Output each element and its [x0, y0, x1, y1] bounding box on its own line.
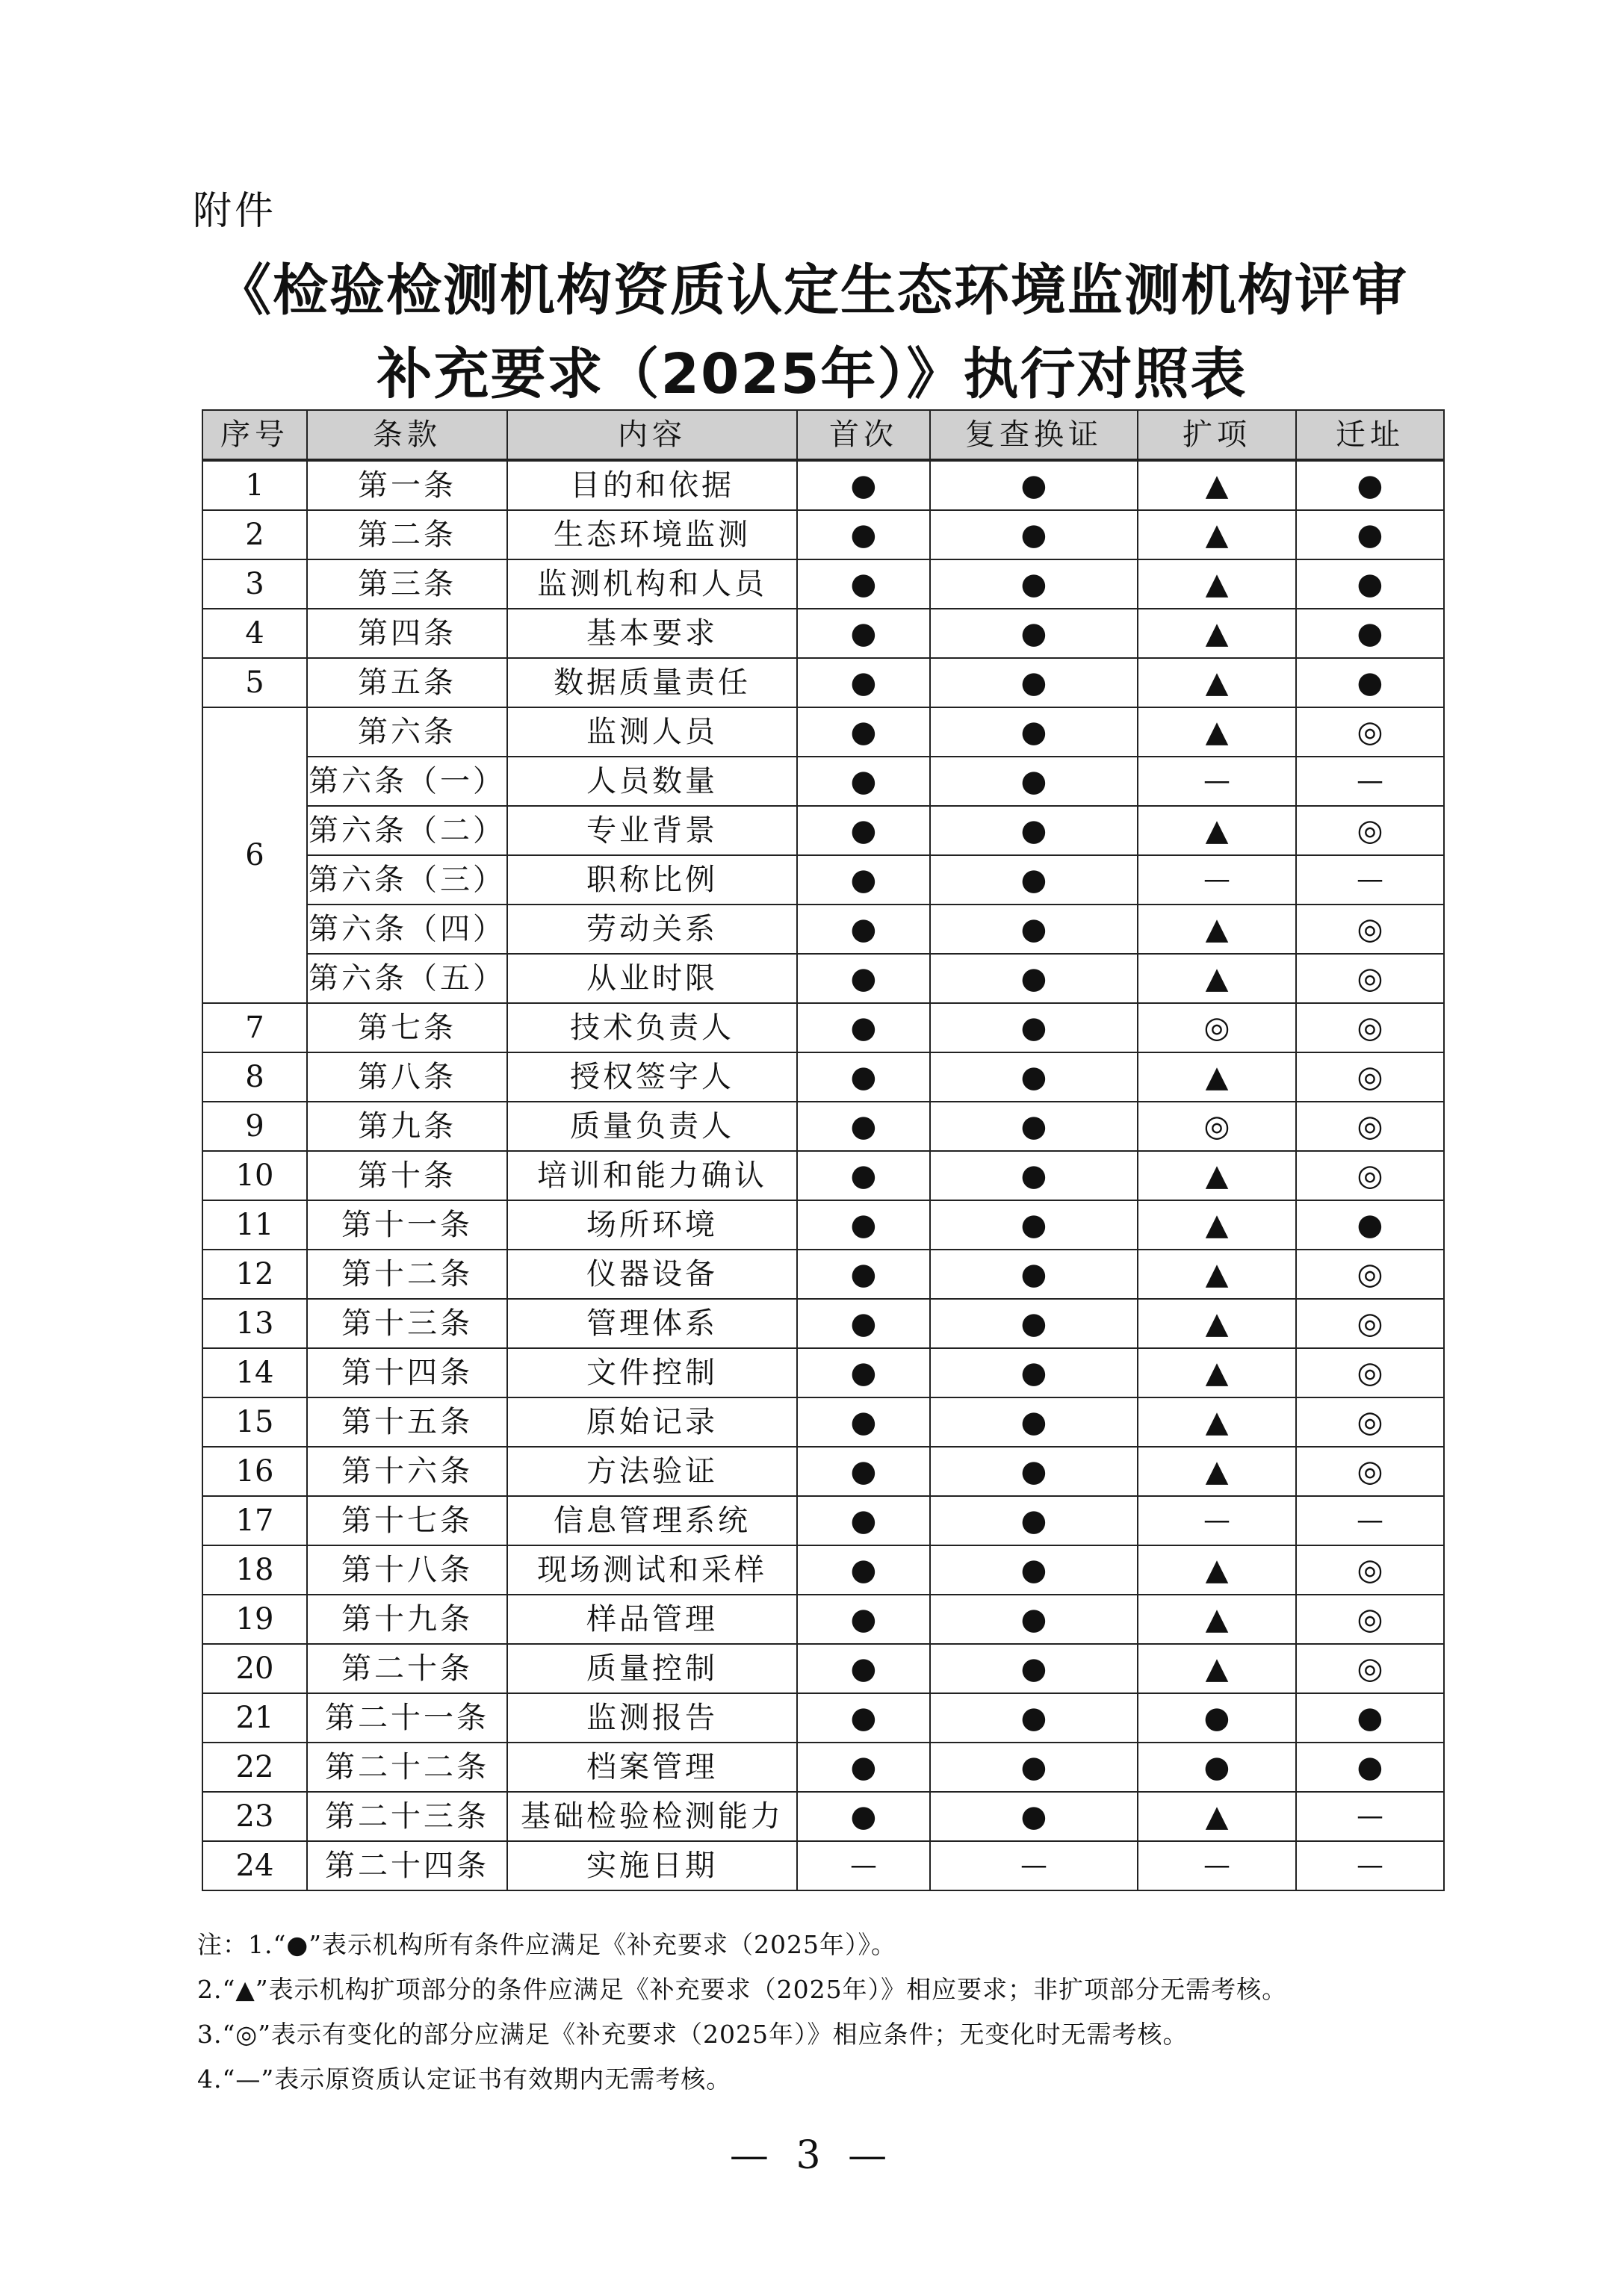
- clause-cell: 第二十三条: [307, 1792, 507, 1841]
- content-cell: 专业背景: [507, 806, 797, 855]
- row-number-cell: 10: [202, 1151, 307, 1200]
- row-number-cell: 19: [202, 1595, 307, 1644]
- mark-cell: ●: [797, 1250, 930, 1299]
- mark-cell: ●: [797, 1299, 930, 1348]
- row-number-cell: 2: [202, 510, 307, 559]
- mark-cell: ●: [1296, 1693, 1444, 1743]
- content-cell: 样品管理: [507, 1595, 797, 1644]
- mark-cell: ●: [797, 1447, 930, 1496]
- clause-cell: 第十九条: [307, 1595, 507, 1644]
- table-row: [202, 1299, 1444, 1348]
- table-row: [202, 757, 1444, 806]
- mark-cell: ▲: [1138, 658, 1296, 707]
- row-number-cell: 4: [202, 609, 307, 658]
- table-row: [202, 1003, 1444, 1052]
- mark-cell: ●: [797, 658, 930, 707]
- table-row: [202, 707, 1444, 757]
- clause-cell: 第十条: [307, 1151, 507, 1200]
- mark-cell: ▲: [1138, 1200, 1296, 1250]
- table-row: [202, 609, 1444, 658]
- mark-cell: ●: [930, 1545, 1138, 1595]
- table-row: [202, 460, 1444, 510]
- mark-cell: ●: [930, 1792, 1138, 1841]
- note-line: 2.“▲”表示机构扩项部分的条件应满足《补充要求（2025年）》相应要求；非扩项部分无需考核。: [197, 1975, 1288, 2004]
- mark-cell: ●: [1138, 1743, 1296, 1792]
- row-number-cell: 18: [202, 1545, 307, 1595]
- content-cell: 培训和能力确认: [507, 1151, 797, 1200]
- row-number-cell: 20: [202, 1644, 307, 1693]
- clause-cell: 第十四条: [307, 1348, 507, 1397]
- row-number-cell: 5: [202, 658, 307, 707]
- mark-cell: ▲: [1138, 905, 1296, 954]
- clause-cell: 第六条（五）: [307, 954, 507, 1003]
- mark-cell: ●: [930, 954, 1138, 1003]
- table-header-row: [202, 410, 1444, 460]
- content-cell: 档案管理: [507, 1743, 797, 1792]
- mark-cell: ●: [930, 1102, 1138, 1151]
- clause-cell: 第五条: [307, 658, 507, 707]
- row-number-cell: 9: [202, 1102, 307, 1151]
- mark-cell: ●: [930, 1447, 1138, 1496]
- mark-cell: ◎: [1296, 1052, 1444, 1102]
- mark-cell: ●: [930, 1250, 1138, 1299]
- clause-cell: 第十三条: [307, 1299, 507, 1348]
- header-cell: 首次: [797, 410, 930, 460]
- mark-cell: ▲: [1138, 1545, 1296, 1595]
- mark-cell: ◎: [1296, 1397, 1444, 1447]
- mark-cell: ●: [797, 1693, 930, 1743]
- mark-cell: ◎: [1296, 1299, 1444, 1348]
- table-row: [202, 1792, 1444, 1841]
- mark-cell: ●: [930, 559, 1138, 609]
- mark-cell: ●: [930, 1299, 1138, 1348]
- table-row: [202, 1151, 1444, 1200]
- mark-cell: ●: [1296, 460, 1444, 510]
- note-line: 4.“—”表示原资质认定证书有效期内无需考核。: [197, 2064, 732, 2094]
- table-row: [202, 1200, 1444, 1250]
- mark-cell: ▲: [1138, 1299, 1296, 1348]
- mark-cell: ●: [797, 1151, 930, 1200]
- table-row: [202, 1348, 1444, 1397]
- note-line: 3.“◎”表示有变化的部分应满足《补充要求（2025年）》相应条件；无变化时无需考核。: [197, 2020, 1188, 2049]
- mark-cell: ●: [930, 1052, 1138, 1102]
- content-cell: 监测人员: [507, 707, 797, 757]
- mark-cell: ▲: [1138, 806, 1296, 855]
- mark-cell: ●: [930, 1200, 1138, 1250]
- table-row: [202, 1496, 1444, 1545]
- mark-cell: ▲: [1138, 1397, 1296, 1447]
- table-row: [202, 1743, 1444, 1792]
- mark-cell: —: [1138, 757, 1296, 806]
- table-row: [202, 1447, 1444, 1496]
- mark-cell: ◎: [1138, 1003, 1296, 1052]
- mark-cell: ●: [797, 855, 930, 905]
- mark-cell: ▲: [1138, 1447, 1296, 1496]
- clause-cell: 第十五条: [307, 1397, 507, 1447]
- clause-cell: 第六条（二）: [307, 806, 507, 855]
- clause-cell: 第十七条: [307, 1496, 507, 1545]
- clause-cell: 第九条: [307, 1102, 507, 1151]
- clause-cell: 第二十条: [307, 1644, 507, 1693]
- clause-cell: 第十六条: [307, 1447, 507, 1496]
- clause-cell: 第四条: [307, 609, 507, 658]
- row-number-cell: 7: [202, 1003, 307, 1052]
- row-number-cell: 22: [202, 1743, 307, 1792]
- table-row: [202, 559, 1444, 609]
- mark-cell: ◎: [1296, 1003, 1444, 1052]
- table-row: [202, 1841, 1444, 1890]
- document-title-line-2: 补充要求（2025年）》执行对照表: [376, 342, 1248, 406]
- content-cell: 数据质量责任: [507, 658, 797, 707]
- mark-cell: ●: [797, 559, 930, 609]
- mark-cell: ◎: [1296, 1644, 1444, 1693]
- content-cell: 质量控制: [507, 1644, 797, 1693]
- mark-cell: ●: [930, 1693, 1138, 1743]
- content-cell: 文件控制: [507, 1348, 797, 1397]
- mark-cell: ●: [930, 658, 1138, 707]
- mark-cell: ●: [797, 1644, 930, 1693]
- header-cell: 序号: [202, 410, 307, 460]
- mark-cell: ●: [797, 757, 930, 806]
- mark-cell: —: [797, 1841, 930, 1890]
- row-number-cell: 3: [202, 559, 307, 609]
- table-row: [202, 1250, 1444, 1299]
- row-number-cell: 6: [202, 707, 307, 1003]
- mark-cell: ▲: [1138, 1792, 1296, 1841]
- mark-cell: ●: [1296, 609, 1444, 658]
- row-number-cell: 16: [202, 1447, 307, 1496]
- content-cell: 管理体系: [507, 1299, 797, 1348]
- mark-cell: ◎: [1296, 707, 1444, 757]
- row-number-cell: 17: [202, 1496, 307, 1545]
- mark-cell: ●: [797, 510, 930, 559]
- mark-cell: ●: [1296, 510, 1444, 559]
- mark-cell: ▲: [1138, 1250, 1296, 1299]
- mark-cell: ●: [797, 460, 930, 510]
- mark-cell: ▲: [1138, 707, 1296, 757]
- mark-cell: ▲: [1138, 1595, 1296, 1644]
- header-cell: 内容: [507, 410, 797, 460]
- mark-cell: ●: [930, 1348, 1138, 1397]
- content-cell: 方法验证: [507, 1447, 797, 1496]
- table-body: [202, 460, 1444, 1890]
- clause-cell: 第七条: [307, 1003, 507, 1052]
- mark-cell: ●: [797, 1545, 930, 1595]
- clause-cell: 第二十四条: [307, 1841, 507, 1890]
- mark-cell: ●: [930, 707, 1138, 757]
- clause-cell: 第六条（三）: [307, 855, 507, 905]
- mark-cell: ●: [1296, 658, 1444, 707]
- mark-cell: ●: [930, 905, 1138, 954]
- table-row: [202, 905, 1444, 954]
- header-cell: 条款: [307, 410, 507, 460]
- mark-cell: ●: [797, 1743, 930, 1792]
- mark-cell: ●: [797, 954, 930, 1003]
- mark-cell: ◎: [1296, 806, 1444, 855]
- mark-cell: —: [1296, 1496, 1444, 1545]
- mark-cell: ◎: [1296, 954, 1444, 1003]
- table-row: [202, 1595, 1444, 1644]
- mark-cell: ●: [1296, 559, 1444, 609]
- content-cell: 基础检验检测能力: [507, 1792, 797, 1841]
- header-cell: 复查换证: [930, 410, 1138, 460]
- mark-cell: ◎: [1296, 1595, 1444, 1644]
- mark-cell: ▲: [1138, 954, 1296, 1003]
- mark-cell: ●: [930, 1397, 1138, 1447]
- header-cell: 迁址: [1296, 410, 1444, 460]
- clause-cell: 第六条（四）: [307, 905, 507, 954]
- row-number-cell: 1: [202, 460, 307, 510]
- mark-cell: ●: [797, 1595, 930, 1644]
- mark-cell: ▲: [1138, 609, 1296, 658]
- mark-cell: ●: [930, 1003, 1138, 1052]
- clause-cell: 第二十一条: [307, 1693, 507, 1743]
- mark-cell: ●: [797, 1397, 930, 1447]
- content-cell: 授权签字人: [507, 1052, 797, 1102]
- mark-cell: ▲: [1138, 1052, 1296, 1102]
- mark-cell: —: [1296, 757, 1444, 806]
- mark-cell: ◎: [1296, 1447, 1444, 1496]
- mark-cell: ●: [930, 609, 1138, 658]
- content-cell: 实施日期: [507, 1841, 797, 1890]
- mark-cell: ▲: [1138, 460, 1296, 510]
- row-number-cell: 12: [202, 1250, 307, 1299]
- mark-cell: ●: [930, 1644, 1138, 1693]
- mark-cell: ▲: [1138, 1644, 1296, 1693]
- clause-cell: 第二十二条: [307, 1743, 507, 1792]
- mark-cell: ●: [930, 1595, 1138, 1644]
- table-row: [202, 954, 1444, 1003]
- mark-cell: ▲: [1138, 559, 1296, 609]
- document-title-line-1: 《检验检测机构资质认定生态环境监测机构评审: [216, 258, 1408, 323]
- mark-cell: ●: [930, 855, 1138, 905]
- mark-cell: ●: [797, 1348, 930, 1397]
- note-line: 注：1.“●”表示机构所有条件应满足《补充要求（2025年）》。: [197, 1930, 897, 1959]
- clause-cell: 第三条: [307, 559, 507, 609]
- mark-cell: ●: [797, 1496, 930, 1545]
- notes: [197, 1923, 1287, 2102]
- mark-cell: ◎: [1296, 1545, 1444, 1595]
- content-cell: 技术负责人: [507, 1003, 797, 1052]
- content-cell: 监测报告: [507, 1693, 797, 1743]
- mark-cell: —: [1138, 1841, 1296, 1890]
- clause-cell: 第十一条: [307, 1200, 507, 1250]
- table-row: [202, 1693, 1444, 1743]
- mark-cell: —: [930, 1841, 1138, 1890]
- mark-cell: ▲: [1138, 1151, 1296, 1200]
- content-cell: 信息管理系统: [507, 1496, 797, 1545]
- mark-cell: ●: [930, 510, 1138, 559]
- attachment-label: 附件: [193, 189, 277, 234]
- table-row: [202, 510, 1444, 559]
- row-number-cell: 21: [202, 1693, 307, 1743]
- mark-cell: ●: [797, 806, 930, 855]
- mark-cell: ●: [930, 757, 1138, 806]
- mark-cell: ●: [797, 1200, 930, 1250]
- mark-cell: ●: [797, 905, 930, 954]
- clause-cell: 第二条: [307, 510, 507, 559]
- mark-cell: —: [1138, 855, 1296, 905]
- table-row: [202, 855, 1444, 905]
- content-cell: 质量负责人: [507, 1102, 797, 1151]
- row-number-cell: 11: [202, 1200, 307, 1250]
- content-cell: 原始记录: [507, 1397, 797, 1447]
- content-cell: 目的和依据: [507, 460, 797, 510]
- mark-cell: —: [1138, 1496, 1296, 1545]
- comparison-table: [202, 409, 1445, 1891]
- mark-cell: ◎: [1296, 1250, 1444, 1299]
- mark-cell: ●: [1138, 1693, 1296, 1743]
- clause-cell: 第十二条: [307, 1250, 507, 1299]
- clause-cell: 第十八条: [307, 1545, 507, 1595]
- mark-cell: ●: [797, 1003, 930, 1052]
- mark-cell: ●: [797, 1102, 930, 1151]
- table-row: [202, 1397, 1444, 1447]
- content-cell: 现场测试和采样: [507, 1545, 797, 1595]
- content-cell: 人员数量: [507, 757, 797, 806]
- row-number-cell: 13: [202, 1299, 307, 1348]
- mark-cell: ●: [797, 609, 930, 658]
- mark-cell: ◎: [1296, 1102, 1444, 1151]
- mark-cell: —: [1296, 1792, 1444, 1841]
- clause-cell: 第八条: [307, 1052, 507, 1102]
- content-cell: 仪器设备: [507, 1250, 797, 1299]
- mark-cell: ◎: [1296, 905, 1444, 954]
- table-row: [202, 806, 1444, 855]
- mark-cell: ●: [930, 1743, 1138, 1792]
- row-number-cell: 24: [202, 1841, 307, 1890]
- row-number-cell: 15: [202, 1397, 307, 1447]
- mark-cell: ◎: [1296, 1348, 1444, 1397]
- header-cell: 扩项: [1138, 410, 1296, 460]
- mark-cell: ●: [930, 1151, 1138, 1200]
- mark-cell: ▲: [1138, 1348, 1296, 1397]
- mark-cell: ●: [797, 1052, 930, 1102]
- page-number: — 3 —: [729, 2133, 895, 2178]
- row-number-cell: 23: [202, 1792, 307, 1841]
- mark-cell: ▲: [1138, 510, 1296, 559]
- row-number-cell: 14: [202, 1348, 307, 1397]
- mark-cell: —: [1296, 855, 1444, 905]
- mark-cell: —: [1296, 1841, 1444, 1890]
- mark-cell: ●: [930, 806, 1138, 855]
- content-cell: 从业时限: [507, 954, 797, 1003]
- content-cell: 基本要求: [507, 609, 797, 658]
- mark-cell: ●: [797, 707, 930, 757]
- row-number-cell: 8: [202, 1052, 307, 1102]
- mark-cell: ●: [930, 1496, 1138, 1545]
- content-cell: 职称比例: [507, 855, 797, 905]
- clause-cell: 第六条（一）: [307, 757, 507, 806]
- table-row: [202, 1545, 1444, 1595]
- mark-cell: ◎: [1138, 1102, 1296, 1151]
- mark-cell: ●: [1296, 1200, 1444, 1250]
- table-row: [202, 1102, 1444, 1151]
- mark-cell: ●: [930, 460, 1138, 510]
- content-cell: 劳动关系: [507, 905, 797, 954]
- mark-cell: ●: [797, 1792, 930, 1841]
- mark-cell: ●: [1296, 1743, 1444, 1792]
- clause-cell: 第一条: [307, 460, 507, 510]
- content-cell: 生态环境监测: [507, 510, 797, 559]
- content-cell: 监测机构和人员: [507, 559, 797, 609]
- table-row: [202, 658, 1444, 707]
- content-cell: 场所环境: [507, 1200, 797, 1250]
- clause-cell: 第六条: [307, 707, 507, 757]
- table-row: [202, 1644, 1444, 1693]
- mark-cell: ◎: [1296, 1151, 1444, 1200]
- table-row: [202, 1052, 1444, 1102]
